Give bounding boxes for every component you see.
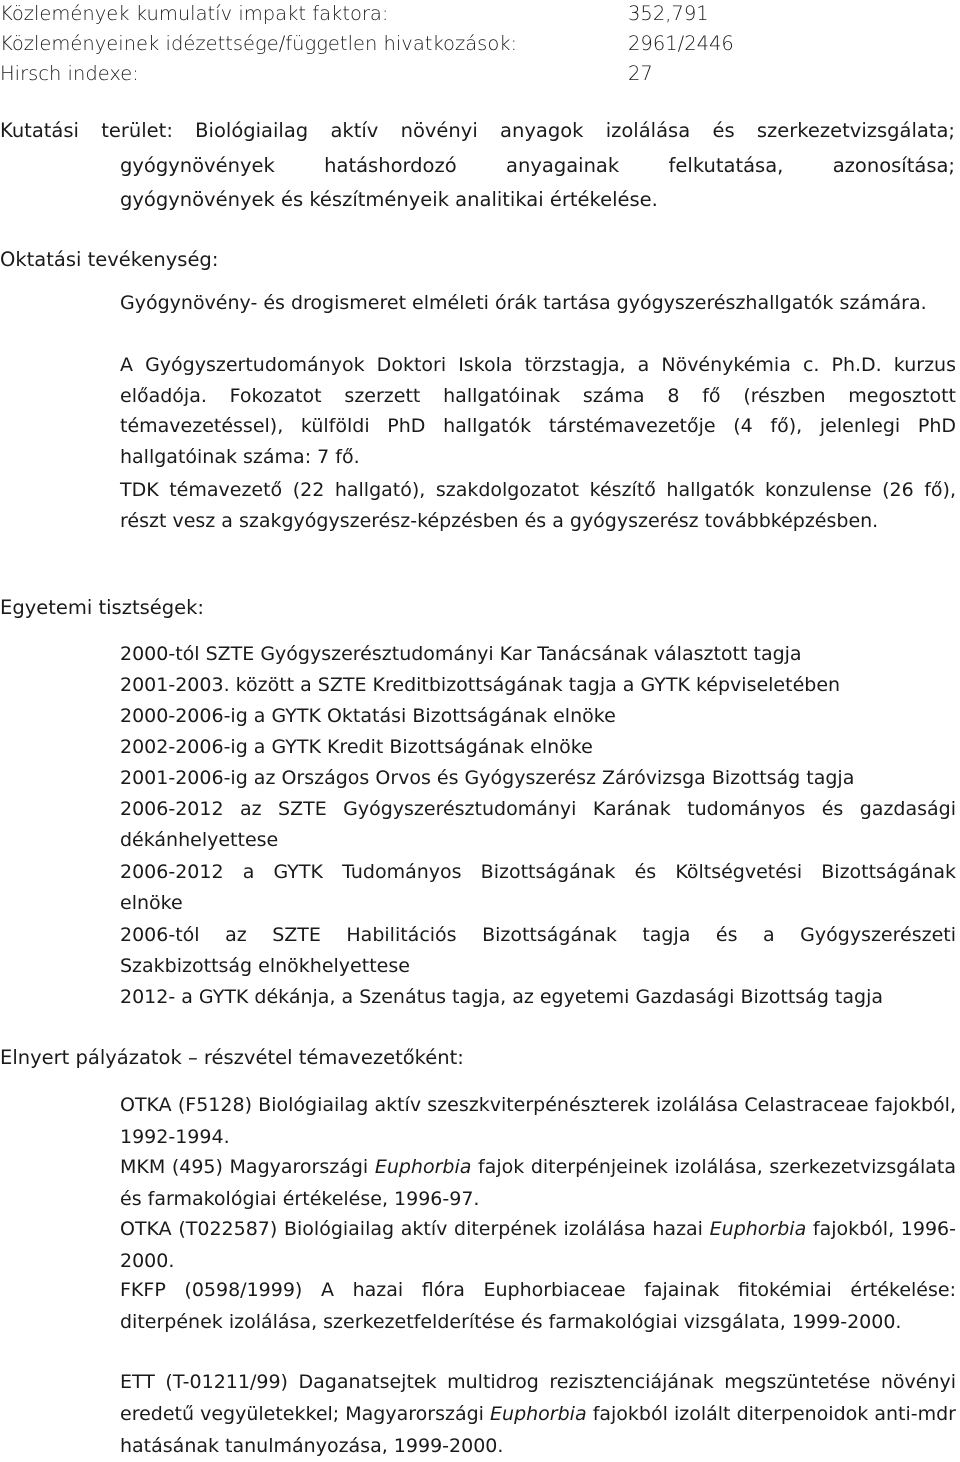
grant-text: fajokból izolált diterpenoidok anti-mdr hatásának tanulmányozása, 1999-2000. [120, 1403, 956, 1457]
hirsch-label: Hirsch indexe: [0, 62, 139, 85]
research-line-2: gyógynövények hatáshordozó anyagainak felkutatása, azonosítása; [120, 153, 955, 177]
grant-item: OTKA (F5128) Biológiailag aktív szeszkviterpénészterek izolálása Celastraceae fajokból, 1992-1994. [120, 1094, 956, 1148]
grant-genus: Euphorbia [490, 1403, 587, 1425]
grant-genus: Euphorbia [374, 1156, 472, 1178]
research-line-1: Kutatási terület: Biológiailag aktív növényi anyagok izolálása és szerkezetvizsgálata; [0, 119, 955, 142]
office-item: 2012- a GYTK dékánja, a Szenátus tagja, az egyetemi Gazdasági Bizottság tagja [120, 986, 883, 1008]
citations-value: 2961/2446 [628, 32, 734, 55]
office-item: 2002-2006-ig a GYTK Kredit Bizottságának elnöke [120, 736, 593, 758]
office-item-continued: elnöke [120, 892, 183, 914]
office-item-continued: Szakbizottság elnökhelyettese [120, 955, 410, 977]
grant-text: ETT (T-01211/99) Daganatsejtek multidrog rezisztenciájának megszüntetése növényi eredetű vegyületekkel; Magyarországi [120, 1371, 956, 1425]
grant-text: MKM (495) Magyarországi [120, 1156, 375, 1178]
grant-text: fajok diterpénjeinek izolálása, szerkezetvizsgálata és farmakológiai értékelése, 1996-97. [120, 1156, 956, 1210]
office-item-continued: dékánhelyettese [120, 829, 279, 851]
research-area [0, 114, 955, 218]
grants-heading: Elnyert pályázatok – részvétel témavezetőként: [0, 1046, 464, 1069]
impact-factor-value: 352,791 [628, 2, 709, 25]
office-item: 2001-2006-ig az Országos Orvos és Gyógyszerész Záróvizsga Bizottság tagja [120, 767, 855, 789]
grant-item [120, 1366, 956, 1462]
impact-factor-row [0, 2, 709, 25]
teaching-heading: Oktatási tevékenység: [0, 248, 219, 271]
grant-item [120, 1151, 956, 1215]
office-item: 2006-tól az SZTE Habilitációs Bizottságának tagja és a Gyógyszerészeti [120, 924, 956, 946]
teaching-paragraph-1: Gyógynövény- és drogismeret elméleti órák tartása gyógyszerészhallgatók számára. [120, 292, 927, 314]
grant-item [120, 1213, 956, 1277]
grant-genus: Euphorbia [709, 1218, 807, 1240]
research-line-3: gyógynövények és készítményeik analitikai értékelése. [120, 188, 658, 211]
office-item: 2006-2012 az SZTE Gyógyszerésztudományi Karának tudományos és gazdasági [120, 798, 956, 820]
offices-heading: Egyetemi tisztségek: [0, 596, 204, 619]
office-item: 2000-2006-ig a GYTK Oktatási Bizottságának elnöke [120, 705, 616, 727]
hirsch-row [0, 62, 653, 85]
impact-factor-label: Közlemények kumulatív impakt faktora: [0, 2, 389, 25]
citations-label: Közleményeinek idézettsége/független hivatkozások: [0, 32, 518, 55]
office-item: 2001-2003. között a SZTE Kreditbizottságának tagja a GYTK képviseletében [120, 674, 841, 696]
teaching-paragraph-3: TDK témavezető (22 hallgató), szakdolgozatot készítő hallgatók konzulense (26 fő), részt vesz a szakgyógyszerész-képzésben és a gyógyszerész továbbképzésben. [120, 479, 956, 532]
hirsch-value: 27 [628, 62, 653, 85]
office-item: 2000-tól SZTE Gyógyszerésztudományi Kar Tanácsának választott tagja [120, 643, 802, 665]
grant-text: OTKA (T022587) Biológiailag aktív diterpének izolálása hazai [120, 1218, 710, 1240]
citations-row [0, 32, 734, 55]
grant-text: fajokból, 1996-2000. [120, 1218, 957, 1272]
office-item: 2006-2012 a GYTK Tudományos Bizottságának és Költségvetési Bizottságának [120, 861, 956, 883]
grant-item: FKFP (0598/1999) A hazai flóra Euphorbiaceae fajainak fitokémiai értékelése: diterpének izolálása, szerkezetfelderítése és farmakológiai vizsgálata, 1999-2000. [120, 1279, 956, 1333]
teaching-paragraph-2: A Gyógyszertudományok Doktori Iskola törzstagja, a Növénykémia c. Ph.D. kurzus előadója. Fokozatot szerzett hallgatóinak száma 8 fő (részben megosztott témavezetéssel), külföldi PhD hallgatók társtémavezetője (4 fő), jelenlegi PhD hallgatóinak száma: 7 fő. [120, 354, 956, 468]
